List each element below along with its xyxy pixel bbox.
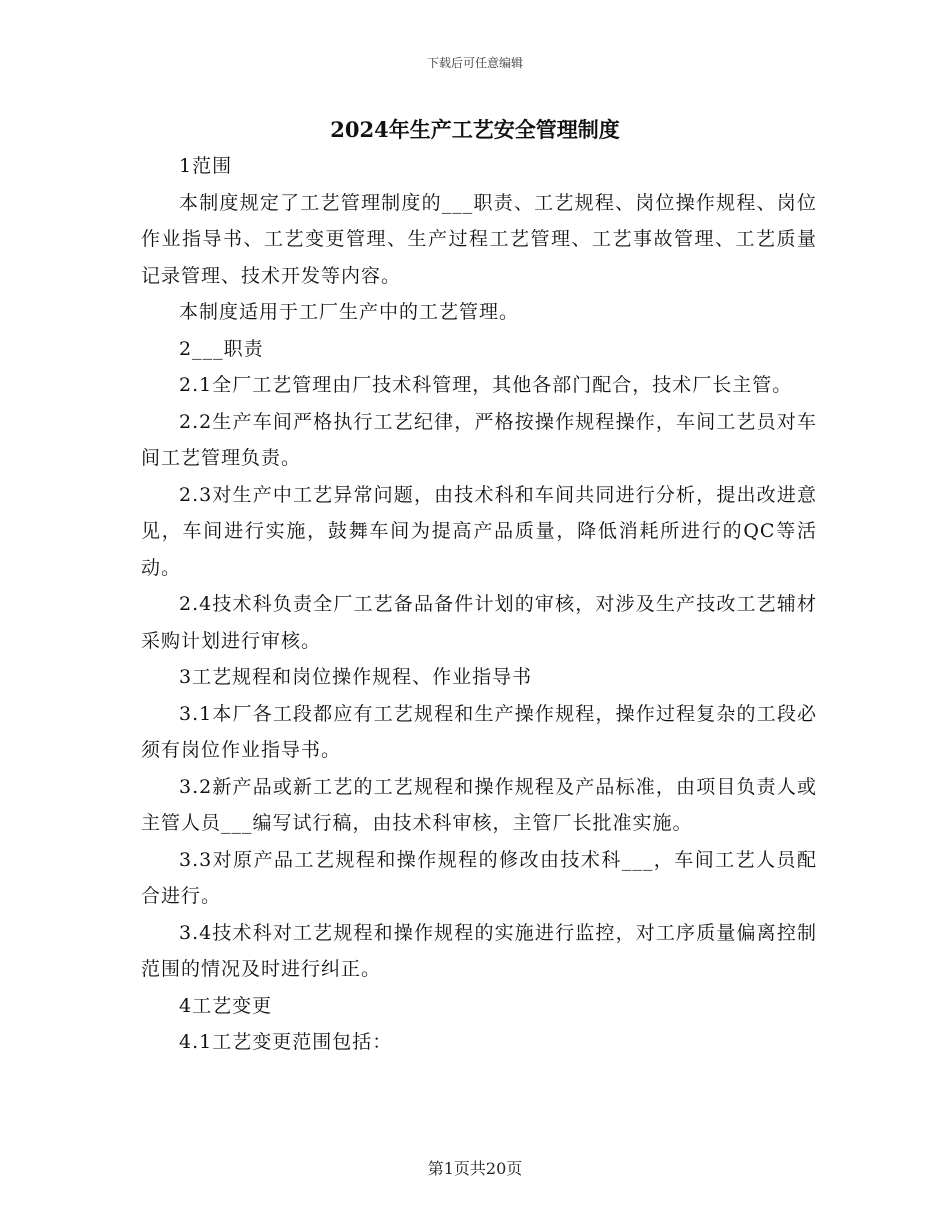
paragraph: 本制度规定了工艺管理制度的___职责、工艺规程、岗位操作规程、岗位作业指导书、工艺变更管理、生产过程工艺管理、工艺事故管理、工艺质量记录管理、技术开发等内容。	[141, 191, 817, 287]
paragraph: 2.1全厂工艺管理由厂技术科管理，其他各部门配合，技术厂长主管。	[179, 374, 793, 396]
paragraph: 2.3对生产中工艺异常问题，由技术科和车间共同进行分析，提出改进意见，车间进行实施，鼓舞车间为提高产品质量，降低消耗所进行的QC等活动。	[141, 483, 817, 579]
paragraph: 2.2生产车间严格执行工艺纪律，严格按操作规程操作，车间工艺员对车间工艺管理负责。	[141, 410, 817, 469]
paragraph: 本制度适用于工厂生产中的工艺管理。	[179, 301, 520, 323]
paragraph: 4.1工艺变更范围包括：	[179, 1031, 393, 1053]
header-note: 下载后可任意编辑	[426, 56, 523, 70]
paragraph: 3.1本厂各工段都应有工艺规程和生产操作规程，操作过程复杂的工段必须有岗位作业指导书。	[141, 702, 817, 761]
paragraph: 2.4技术科负责全厂工艺备品备件计划的审核，对涉及生产技改工艺辅材采购计划进行审核。	[141, 593, 817, 652]
section-heading-duties: 2___职责	[179, 337, 264, 360]
page-number: 第1页共20页	[427, 1159, 523, 1178]
paragraph: 3.3对原产品工艺规程和操作规程的修改由技术科___，车间工艺人员配合进行。	[141, 848, 817, 907]
paragraph: 3.4技术科对工艺规程和操作规程的实施进行监控，对工序质量偏离控制范围的情况及时进行纠正。	[141, 921, 817, 980]
section-heading-procedures: 3工艺规程和岗位操作规程、作业指导书	[179, 666, 533, 688]
section-heading-process-change: 4工艺变更	[179, 994, 273, 1017]
section-heading-scope: 1范围	[179, 155, 233, 177]
document-title: 2024年生产工艺安全管理制度	[330, 117, 620, 142]
document-body	[141, 148, 817, 1061]
paragraph: 3.2新产品或新工艺的工艺规程和操作规程及产品标准，由项目负责人或主管人员___编写试行稿，由技术科审核，主管厂长批准实施。	[141, 775, 817, 834]
